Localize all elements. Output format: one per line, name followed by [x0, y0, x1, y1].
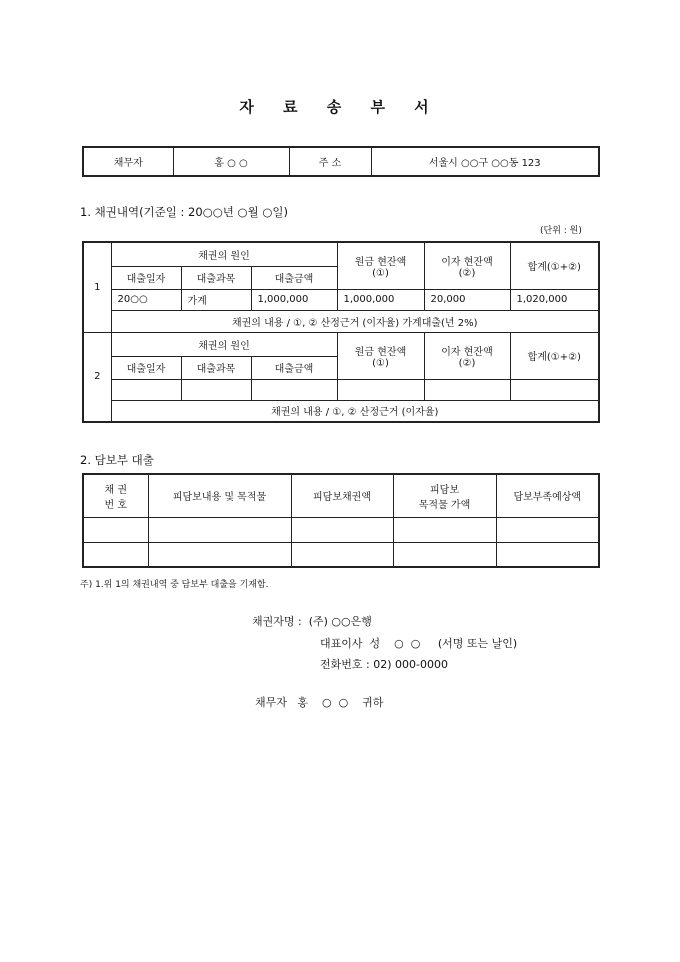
- claim-row-number: 2: [83, 332, 111, 422]
- principal-cell: [337, 379, 424, 400]
- total-header: 합계(①+②): [510, 332, 599, 379]
- ceo-label: 대표이사 성: [320, 637, 381, 650]
- table-cell: [291, 517, 393, 542]
- table-cell: [83, 517, 148, 542]
- addressee-line: 채무자 홍 ○ ○ 귀하: [255, 696, 384, 709]
- loan-date-header: 대출일자: [111, 356, 181, 379]
- creditor-name: (주) ○○은행: [308, 615, 372, 628]
- claim-row-number: 1: [83, 242, 111, 332]
- claim-content-cell: 채권의 내용 / ①, ② 산정근거 (이자율) 가계대출(년 2%): [111, 310, 599, 332]
- claim-number-header: 채 권 번 호: [83, 474, 148, 517]
- claim-content-cell: 채권의 내용 / ①, ② 산정근거 (이자율): [111, 400, 599, 422]
- shortfall-header: 담보부족예상액: [496, 474, 599, 517]
- document-title: 자 료 송 부 서: [239, 98, 441, 116]
- loan-amount-cell: 1,000,000: [251, 289, 337, 310]
- loan-amount-header: 대출금액: [251, 266, 337, 289]
- loan-amount-header: 대출금액: [251, 356, 337, 379]
- total-cell: [510, 379, 599, 400]
- claims-table: [82, 241, 600, 423]
- section1-title: 1. 채권내역(기준일 : 20○○년 ○월 ○일): [80, 205, 288, 219]
- ceo-line: [320, 635, 517, 651]
- phone-line: 전화번호 : 02) 000-0000: [320, 658, 448, 671]
- ceo-marks: ○ ○: [394, 637, 421, 650]
- total-header: 합계(①+②): [510, 242, 599, 289]
- principal-cell: 1,000,000: [337, 289, 424, 310]
- secured-claim-header: 피담보채권액: [291, 474, 393, 517]
- interest-cell: [424, 379, 510, 400]
- loan-date-header: 대출일자: [111, 266, 181, 289]
- principal-header: 원금 현잔액 (①): [337, 242, 424, 289]
- seal-note: (서명 또는 날인): [437, 637, 518, 650]
- table-cell: [148, 542, 291, 567]
- creditor-label: 채권자명 :: [252, 615, 302, 628]
- loan-date-cell: [111, 379, 181, 400]
- loan-amount-cell: [251, 379, 337, 400]
- table-cell: [291, 542, 393, 567]
- collateral-content-header: 피담보내용 및 목적물: [148, 474, 291, 517]
- section2-title: 2. 담보부 대출: [80, 453, 154, 467]
- address-label: 주 소: [289, 147, 371, 176]
- collateral-value-header: 피담보 목적물 가액: [393, 474, 496, 517]
- loan-date-cell: 20○○: [111, 289, 181, 310]
- debtor-info-table: [82, 146, 600, 177]
- secured-loan-table: [82, 473, 600, 568]
- cause-header: 채권의 원인: [111, 332, 337, 356]
- footnote: 주) 1.위 1의 채권내역 중 담보부 대출을 기재함.: [80, 580, 269, 590]
- loan-subject-header: 대출과목: [181, 356, 251, 379]
- cause-header: 채권의 원인: [111, 242, 337, 266]
- interest-header: 이자 현잔액 (②): [424, 242, 510, 289]
- loan-subject-header: 대출과목: [181, 266, 251, 289]
- table-cell: [496, 517, 599, 542]
- table-cell: [83, 542, 148, 567]
- debtor-label: 채무자: [83, 147, 173, 176]
- table-cell: [393, 517, 496, 542]
- interest-header: 이자 현잔액 (②): [424, 332, 510, 379]
- unit-label: (단위 : 원): [540, 226, 582, 236]
- table-cell: [393, 542, 496, 567]
- address-value: 서울시 ○○구 ○○동 123: [371, 147, 599, 176]
- interest-cell: 20,000: [424, 289, 510, 310]
- principal-header: 원금 현잔액 (①): [337, 332, 424, 379]
- table-cell: [496, 542, 599, 567]
- loan-subject-cell: [181, 379, 251, 400]
- total-cell: 1,020,000: [510, 289, 599, 310]
- debtor-name: 홍 ○ ○: [173, 147, 289, 176]
- loan-subject-cell: 가계: [181, 289, 251, 310]
- creditor-line: [252, 613, 372, 629]
- table-cell: [148, 517, 291, 542]
